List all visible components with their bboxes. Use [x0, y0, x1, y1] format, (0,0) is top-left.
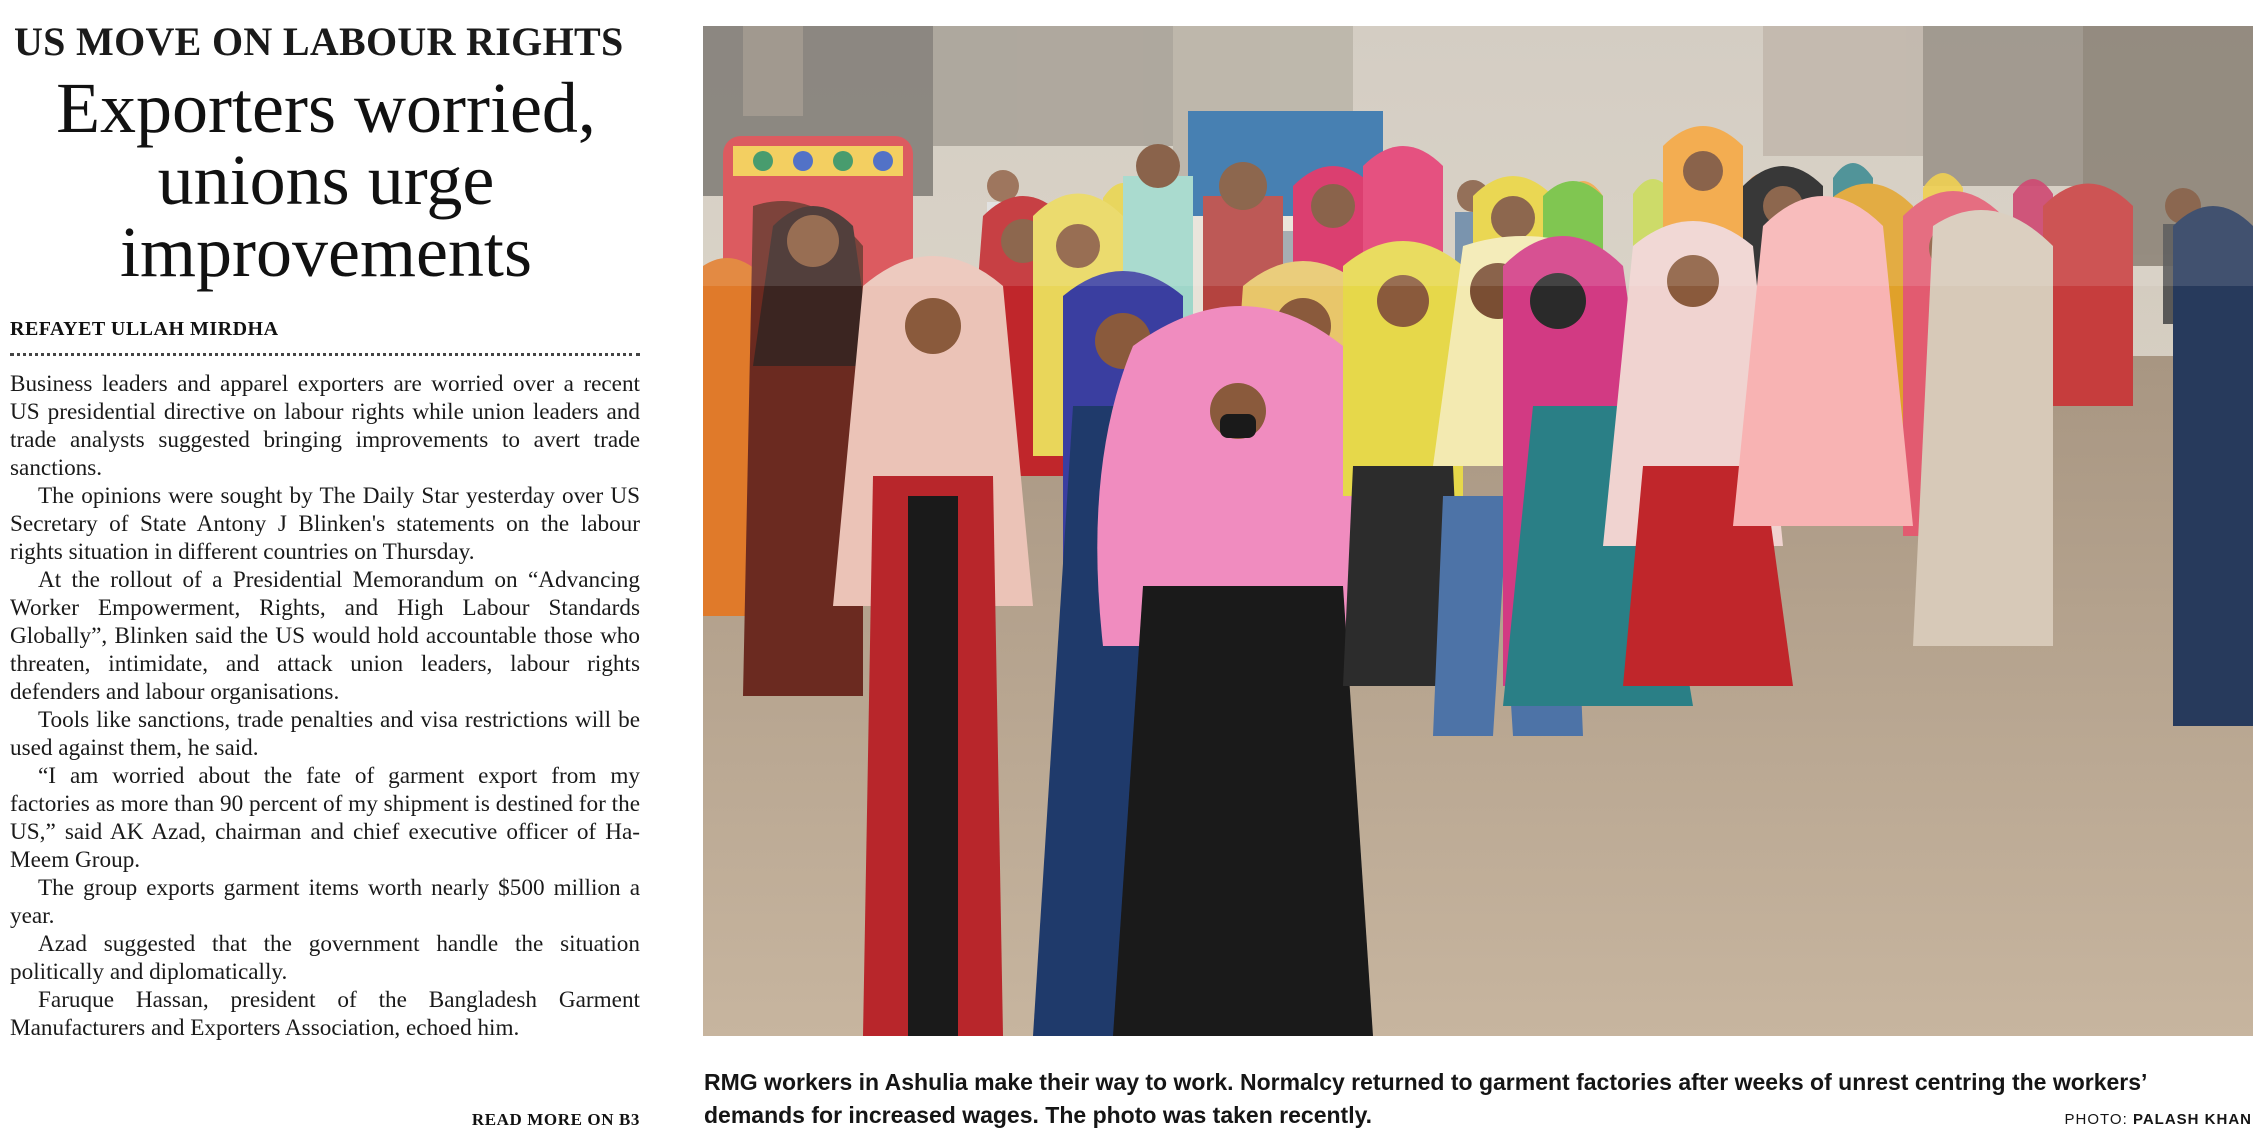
- credit-name: PALASH KHAN: [2132, 1111, 2252, 1128]
- photo-credit: [2065, 1111, 2252, 1128]
- byline: REFAYET ULLAH MIRDHA: [10, 318, 279, 340]
- read-more-link[interactable]: READ MORE ON B3: [471, 1110, 640, 1129]
- kicker-heading: US MOVE ON LABOUR RIGHTS: [14, 19, 624, 64]
- street-crowd-illustration: [703, 26, 2253, 1036]
- headline-line: unions urge: [157, 140, 495, 220]
- headline-line: improvements: [120, 212, 532, 292]
- article-body: [10, 370, 640, 1042]
- news-photo: [703, 26, 2253, 1036]
- body-paragraph: Tools like sanctions, trade penalties and visa restrictions will be used against them, he said.: [10, 707, 640, 761]
- body-paragraph: The opinions were sought by The Daily Star yesterday over US Secretary of State Antony J Blinken's statements on the labour rights situation in different countries on Thursday.: [10, 483, 640, 565]
- body-paragraph: “I am worried about the fate of garment export from my factories as more than 90 percent of my shipment is destined for the US,” said AK Azad, chairman and chief executive officer of Ha-Meem Group.: [10, 763, 640, 873]
- headline: [8, 68, 644, 292]
- credit-prefix: PHOTO:: [2064, 1111, 2128, 1128]
- body-paragraph: At the rollout of a Presidential Memorandum on “Advancing Worker Empowerment, Rights, and High Labour Standards Globally”, Blinken said the US would hold accountable those who threaten, intimidate, and attack union leaders, labour rights defenders and labour organisations.: [10, 567, 640, 705]
- dotted-divider: [10, 353, 640, 356]
- body-paragraph: The group exports garment items worth nearly $500 million a year.: [10, 875, 640, 929]
- photo-caption: RMG workers in Ashulia make their way to work. Normalcy returned to garment factories after weeks of unrest centring the workers’ demands for increased wages. The photo was taken recently.: [704, 1069, 2147, 1128]
- news-article: [0, 0, 650, 1147]
- headline-line: Exporters worried,: [56, 68, 596, 148]
- body-paragraph: Azad suggested that the government handle the situation politically and diplomatically.: [10, 931, 640, 985]
- body-paragraph: Faruque Hassan, president of the Bangladesh Garment Manufacturers and Exporters Association, echoed him.: [10, 987, 640, 1041]
- body-paragraph: Business leaders and apparel exporters are worried over a recent US presidential directive on labour rights while union leaders and trade analysts suggested bringing improvements to avert trade sanctions.: [10, 371, 640, 481]
